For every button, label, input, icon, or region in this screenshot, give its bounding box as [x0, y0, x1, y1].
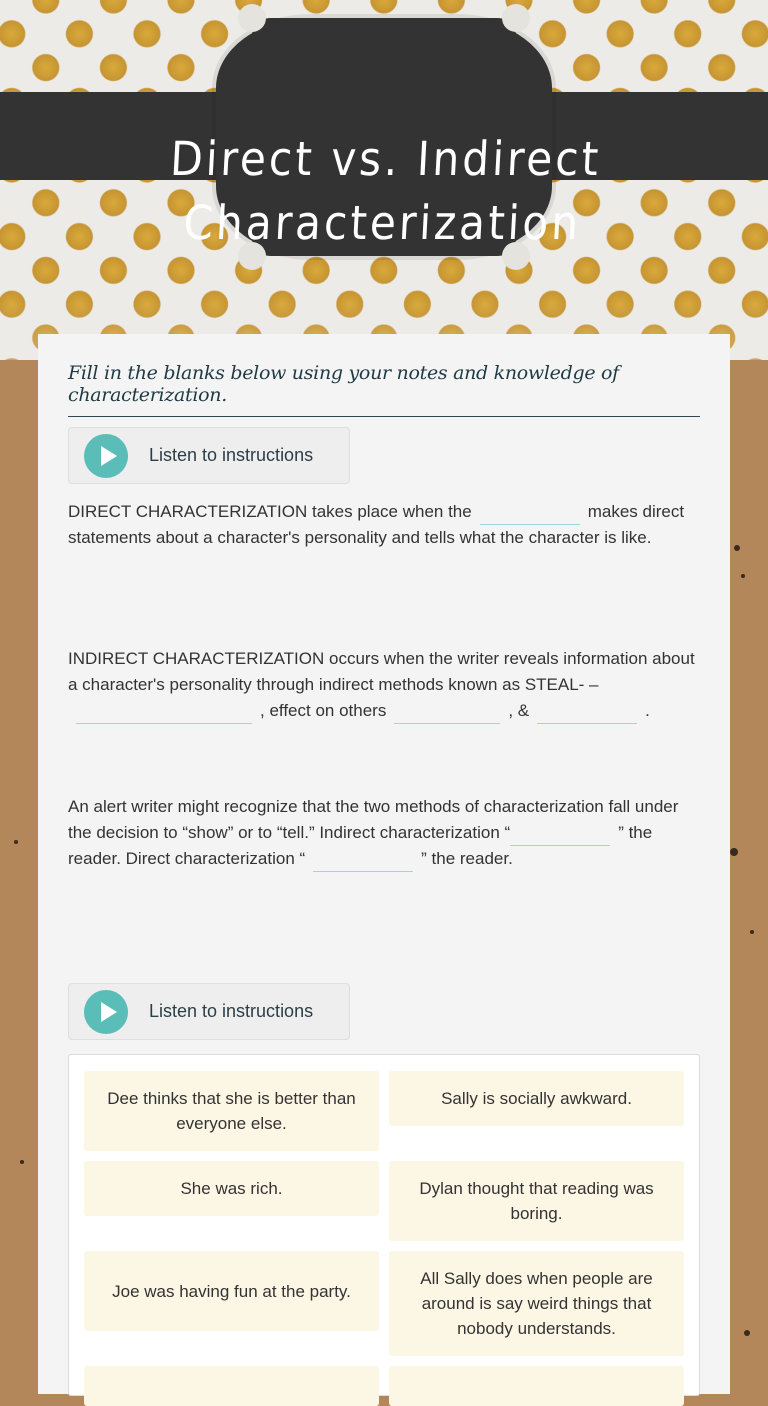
plaque-notch — [238, 4, 266, 32]
wood-speck — [730, 848, 738, 856]
q1-text-after: makes direct statements about a character's personality and tells what the character is like. — [68, 502, 685, 547]
q1-text-before: DIRECT CHARACTERIZATION takes place when the — [68, 502, 472, 521]
question-indirect — [68, 646, 700, 724]
q2-text-mid2: , & — [508, 701, 530, 720]
q2-text-mid1: , effect on others — [260, 701, 387, 720]
blank-input[interactable] — [480, 506, 580, 525]
sorting-card-area — [68, 1054, 700, 1396]
title-plaque-top — [252, 18, 516, 58]
play-icon[interactable] — [84, 990, 128, 1034]
blank-input[interactable] — [537, 705, 637, 724]
drag-card[interactable]: Dylan thought that reading was boring. — [389, 1161, 684, 1241]
drag-card[interactable] — [389, 1366, 684, 1406]
wood-speck — [744, 1330, 750, 1336]
blank-input[interactable] — [76, 705, 252, 724]
question-direct — [68, 499, 700, 551]
drag-card[interactable]: Joe was having fun at the party. — [84, 1251, 379, 1331]
wood-speck — [750, 930, 754, 934]
listen-label: Listen to instructions — [149, 1001, 314, 1021]
question-show-tell — [68, 794, 700, 872]
blank-input[interactable] — [510, 827, 610, 846]
drag-card[interactable]: Dee thinks that she is better than everyone else. — [84, 1071, 379, 1151]
wood-speck — [14, 840, 18, 844]
drag-card[interactable]: Sally is socially awkward. — [389, 1071, 684, 1126]
worksheet-title: Direct vs. Indirect Characterization — [168, 132, 603, 251]
drag-card[interactable]: She was rich. — [84, 1161, 379, 1216]
play-icon[interactable] — [84, 434, 128, 478]
instructions-text: Fill in the blanks below using your notes and knowledge of characterization. — [68, 362, 700, 417]
blank-input[interactable] — [313, 853, 413, 872]
drag-card[interactable] — [84, 1366, 379, 1406]
listen-instructions-button[interactable] — [68, 427, 350, 484]
plaque-notch — [502, 4, 530, 32]
q3-text-mid: ” the reader. Direct characterization “ — [68, 823, 653, 868]
q3-text-before: An alert writer might recognize that the two methods of characterization fall under the decision to “show” or to “tell.” Indirect characterization “ — [68, 797, 679, 842]
q2-text-before: INDIRECT CHARACTERIZATION occurs when the writer reveals information about a character's personality through indirect methods known as STEAL- – — [68, 649, 695, 694]
listen-label: Listen to instructions — [149, 445, 314, 465]
drag-card[interactable]: All Sally does when people are around is say weird things that nobody understands. — [389, 1251, 684, 1356]
q2-text-end: . — [645, 701, 650, 720]
wood-speck — [20, 1160, 24, 1164]
wood-speck — [741, 574, 745, 578]
wood-speck — [734, 545, 740, 551]
listen-instructions-button[interactable] — [68, 983, 350, 1040]
blank-input[interactable] — [394, 705, 500, 724]
q3-text-end: ” the reader. — [421, 849, 513, 868]
